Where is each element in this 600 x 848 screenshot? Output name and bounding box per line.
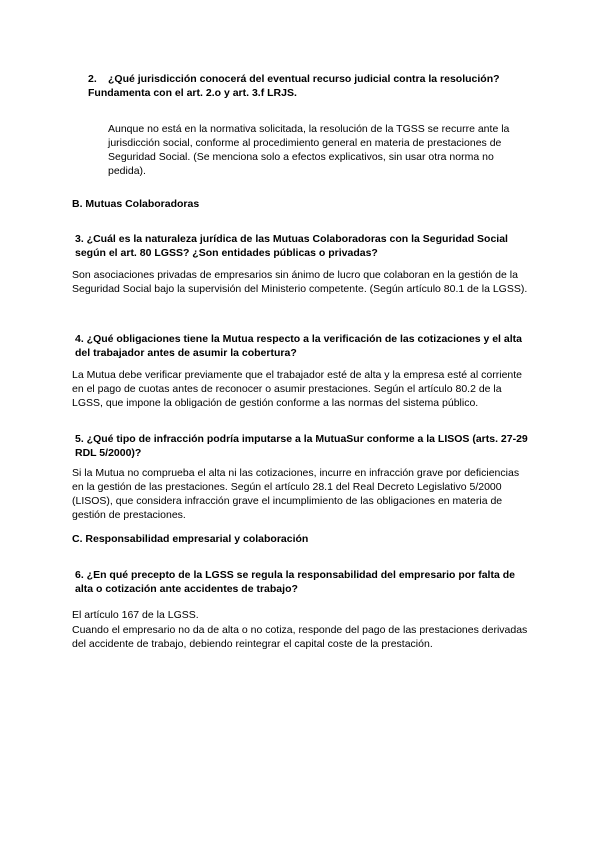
section-c-heading: C. Responsabilidad empresarial y colaboración — [72, 533, 309, 545]
question-2 — [88, 72, 528, 100]
answer-6-line-2: Cuando el empresario no da de alta o no cotiza, responde del pago de las prestaciones derivadas del accidente de trabajo, debiendo reintegrar el capital coste de la prestación. — [72, 624, 528, 650]
answer-5: Si la Mutua no comprueba el alta ni las cotizaciones, incurre en infracción grave por deficiencias en la gestión de las prestaciones. Según el artículo 28.1 del Real Decreto Legislativo 5/2000 (LISOS), que considera infracción grave el incumplimiento de las obligaciones en materia de gestión de prestaciones. — [72, 467, 520, 521]
answer-2: Aunque no está en la normativa solicitada, la resolución de la TGSS se recurre ante la jurisdicción social, conforme al procedimiento general en materia de prestaciones de Seguridad Social. (Se menciona solo a efectos explicativos, sin usar otra norma no pedida). — [108, 123, 510, 177]
answer-4: La Mutua debe verificar previamente que el trabajador esté de alta y la empresa esté al corriente en el pago de cuotas antes de reconocer o asumir prestaciones. Según el artículo 80.2 de la LGSS, que impone la obligación de gestión conforme a las normas del sistema público. — [72, 369, 523, 409]
question-2-text: ¿Qué jurisdicción conocerá del eventual recurso judicial contra la resolución? Fundamenta con el art. 2.o y art. 3.f LRJS. — [88, 73, 500, 99]
answer-3: Son asociaciones privadas de empresarios sin ánimo de lucro que colaboran en la gestión de la Seguridad Social bajo la supervisión del Ministerio competente. (Según artículo 80.1 de la LGSS). — [72, 269, 528, 295]
question-6: 6. ¿En qué precepto de la LGSS se regula la responsabilidad del empresario por falta de alta o cotización ante accidentes de trabajo? — [75, 569, 515, 595]
section-b-heading: B. Mutuas Colaboradoras — [72, 198, 200, 210]
question-2-number: 2. — [88, 73, 97, 85]
question-3: 3. ¿Cuál es la naturaleza jurídica de las Mutuas Colaboradoras con la Seguridad Social según el art. 80 LGSS? ¿Son entidades públicas o privadas? — [75, 233, 508, 259]
question-4: 4. ¿Qué obligaciones tiene la Mutua respecto a la verificación de las cotizaciones y el alta del trabajador antes de asumir la cobertura? — [75, 333, 522, 359]
question-5: 5. ¿Qué tipo de infracción podría imputarse a la MutuaSur conforme a la LISOS (arts. 27-29 RDL 5/2000)? — [75, 433, 528, 459]
answer-6-line-1: El artículo 167 de la LGSS. — [72, 609, 199, 621]
